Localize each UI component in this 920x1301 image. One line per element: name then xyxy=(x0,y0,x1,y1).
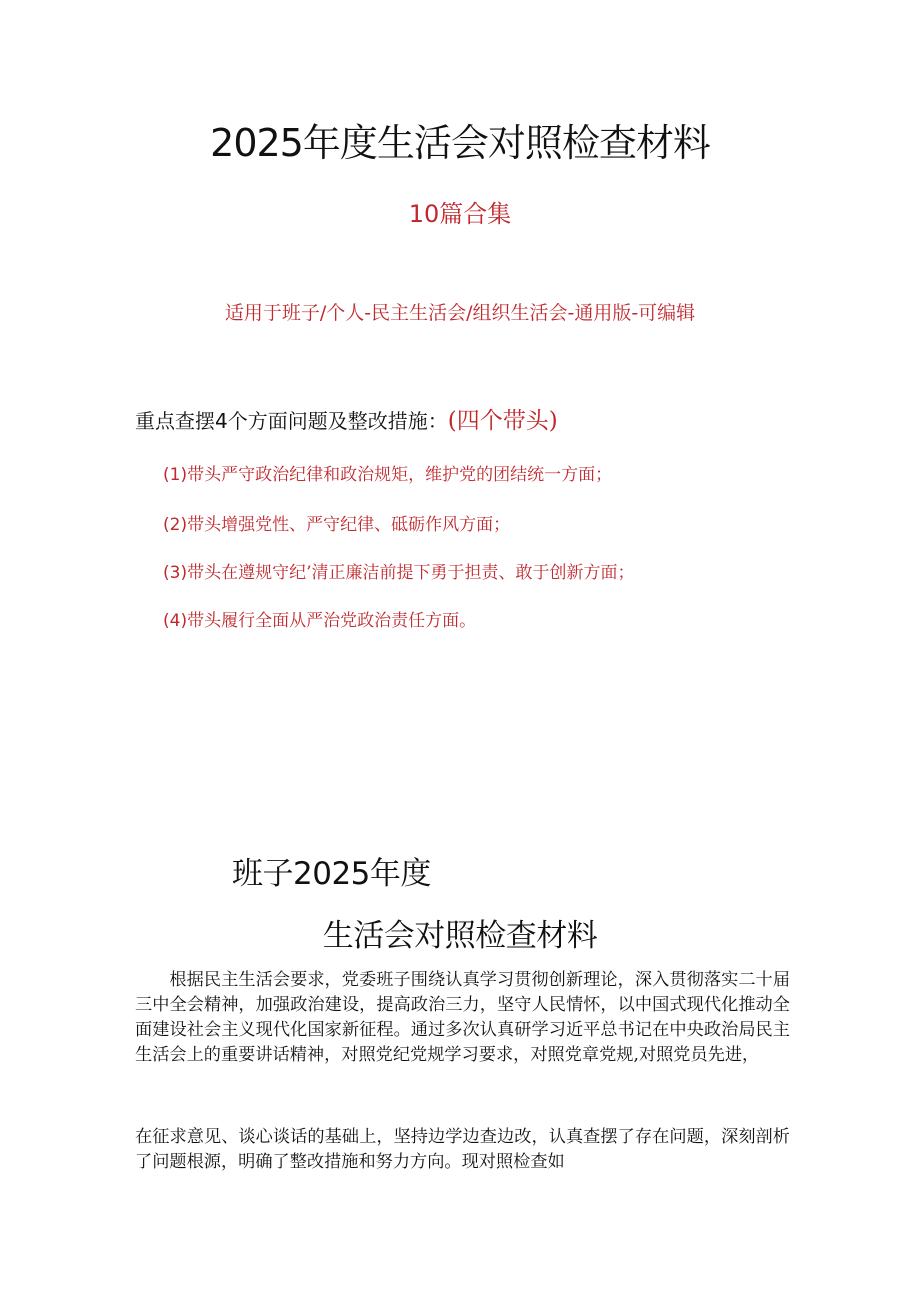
focus-item-number: (3) xyxy=(163,563,188,583)
body-paragraph xyxy=(135,968,790,1068)
paragraph-text: 根据民主生活会要求，党委班子围绕认真学习贯彻创新理论，深入贯彻落实二十届三中全会精神，加强政治建设，提高政治三力，坚守人民情怀，以中国式现代化推动全面建设社会主义现代化国家新征程。通过多次认真研学习近平总书记在中央政治局民主生活会上的重要讲话精神，对照党纪党规学习要求，对照党章党规,对照党员先进， xyxy=(135,970,790,1065)
document-title: 2025年度生活会对照检查材料 xyxy=(210,121,710,165)
section-title-line2: 生活会对照检查材料 xyxy=(322,918,598,954)
focus-heading-text: 重点查摆4个方面问题及整改措施： xyxy=(135,409,448,433)
focus-item xyxy=(163,460,612,485)
focus-item-text: 带头严守政治纪律和政治规矩，维护党的团结统一方面； xyxy=(187,465,613,485)
focus-item xyxy=(163,606,476,631)
focus-item xyxy=(163,558,635,583)
focus-item-number: (1) xyxy=(163,465,188,485)
focus-item xyxy=(163,510,510,535)
focus-item-text: 带头在遵规守纪’清正廉洁前提下勇于担责、敢于创新方面； xyxy=(187,563,635,583)
focus-heading xyxy=(135,402,558,435)
focus-item-number: (4) xyxy=(163,611,188,631)
focus-item-text: 带头履行全面从严治党政治责任方面。 xyxy=(187,611,477,631)
focus-heading-paren: (四个带头) xyxy=(447,408,558,434)
document-subtitle: 10篇合集 xyxy=(408,200,512,228)
section-title-line1: 班子2025年度 xyxy=(232,856,431,892)
scope-line: 适用于班子/个人-民主生活会/组织生活会-通用版-可编辑 xyxy=(224,302,696,324)
focus-item-text: 带头增强党性、严守纪律、砥砺作风方面； xyxy=(187,515,511,535)
body-paragraph xyxy=(135,1125,790,1175)
paragraph-text: 在征求意见、谈心谈话的基础上，坚持边学边查边改，认真查摆了存在问题，深刻剖析了问题根源，明确了整改措施和努力方向。现对照检查如 xyxy=(135,1127,790,1172)
focus-item-number: (2) xyxy=(163,515,188,535)
